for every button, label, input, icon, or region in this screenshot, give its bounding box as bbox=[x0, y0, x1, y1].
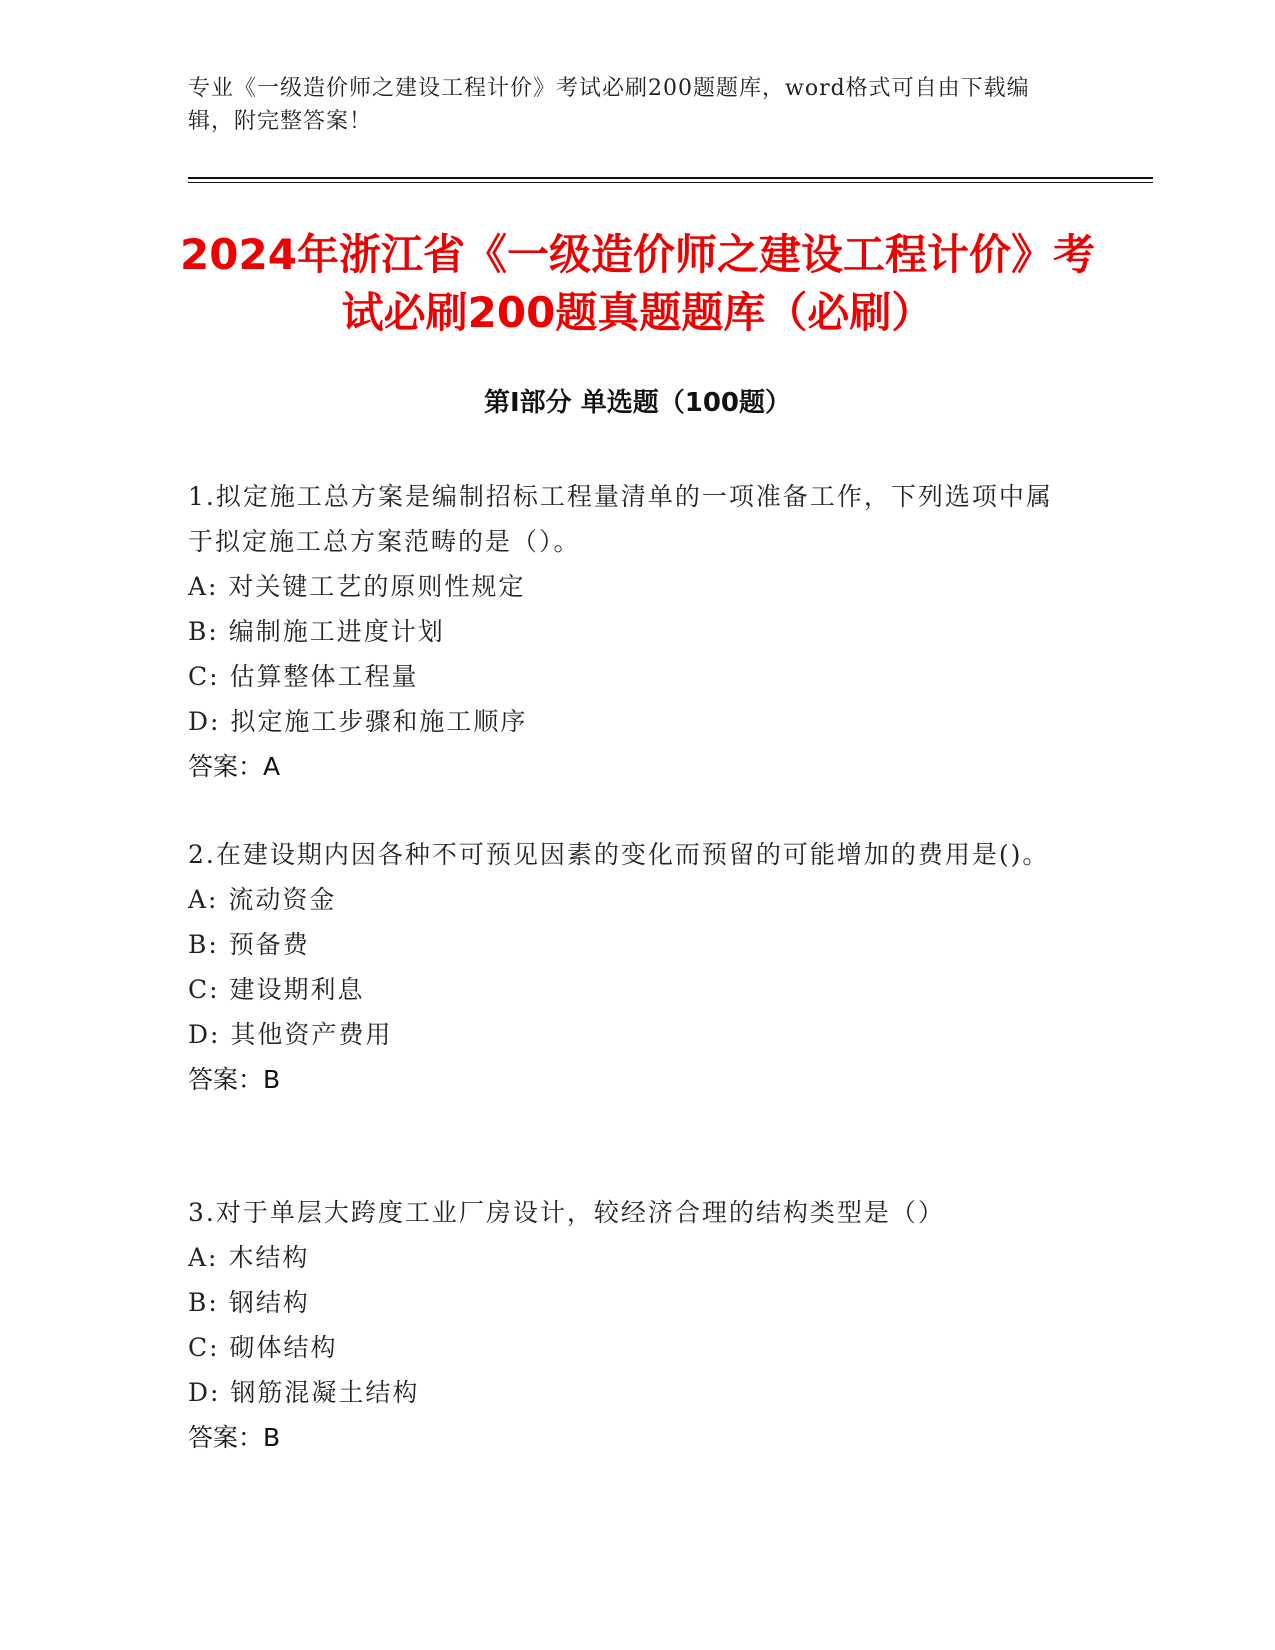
option-a: A: 流动资金 bbox=[188, 885, 337, 914]
question-stem: 3.对于单层大跨度工业厂房设计，较经济合理的结构类型是（） bbox=[188, 1198, 945, 1227]
header-rule-thick bbox=[188, 177, 1153, 179]
option-b: B: 钢结构 bbox=[188, 1288, 310, 1317]
option-d: D: 钢筋混凝土结构 bbox=[188, 1378, 420, 1407]
section-title: 第I部分 单选题（100题） bbox=[484, 388, 791, 418]
option-d: D: 拟定施工步骤和施工顺序 bbox=[188, 707, 528, 736]
option-a: A: 对关键工艺的原则性规定 bbox=[188, 572, 526, 601]
option-b: B: 编制施工进度计划 bbox=[188, 617, 445, 646]
answer-line: 答案：B bbox=[188, 1065, 281, 1094]
document-title: 2024年浙江省《一级造价师之建设工程计价》考试必刷200题真题题库（必刷） bbox=[180, 230, 1095, 337]
answer-line: 答案：A bbox=[188, 752, 281, 781]
question-block bbox=[188, 474, 1068, 789]
header-rule-thin bbox=[188, 182, 1153, 183]
question-block bbox=[188, 1190, 1068, 1460]
answer-line: 答案：B bbox=[188, 1423, 281, 1452]
question-stem: 2.在建设期内因各种不可预见因素的变化而预留的可能增加的费用是()。 bbox=[188, 840, 1050, 869]
question-block bbox=[188, 832, 1068, 1102]
option-d: D: 其他资产费用 bbox=[188, 1020, 393, 1049]
option-b: B: 预备费 bbox=[188, 930, 310, 959]
option-a: A: 木结构 bbox=[188, 1243, 310, 1272]
question-stem: 1.拟定施工总方案是编制招标工程量清单的一项准备工作，下列选项中属于拟定施工总方案范畴的是（）。 bbox=[188, 482, 1053, 556]
option-c: C: 建设期利息 bbox=[188, 975, 365, 1004]
option-c: C: 估算整体工程量 bbox=[188, 662, 419, 691]
option-c: C: 砌体结构 bbox=[188, 1333, 338, 1362]
header-note: 专业《一级造价师之建设工程计价》考试必刷200题题库，word格式可自由下载编辑，附完整答案！ bbox=[188, 76, 1030, 134]
